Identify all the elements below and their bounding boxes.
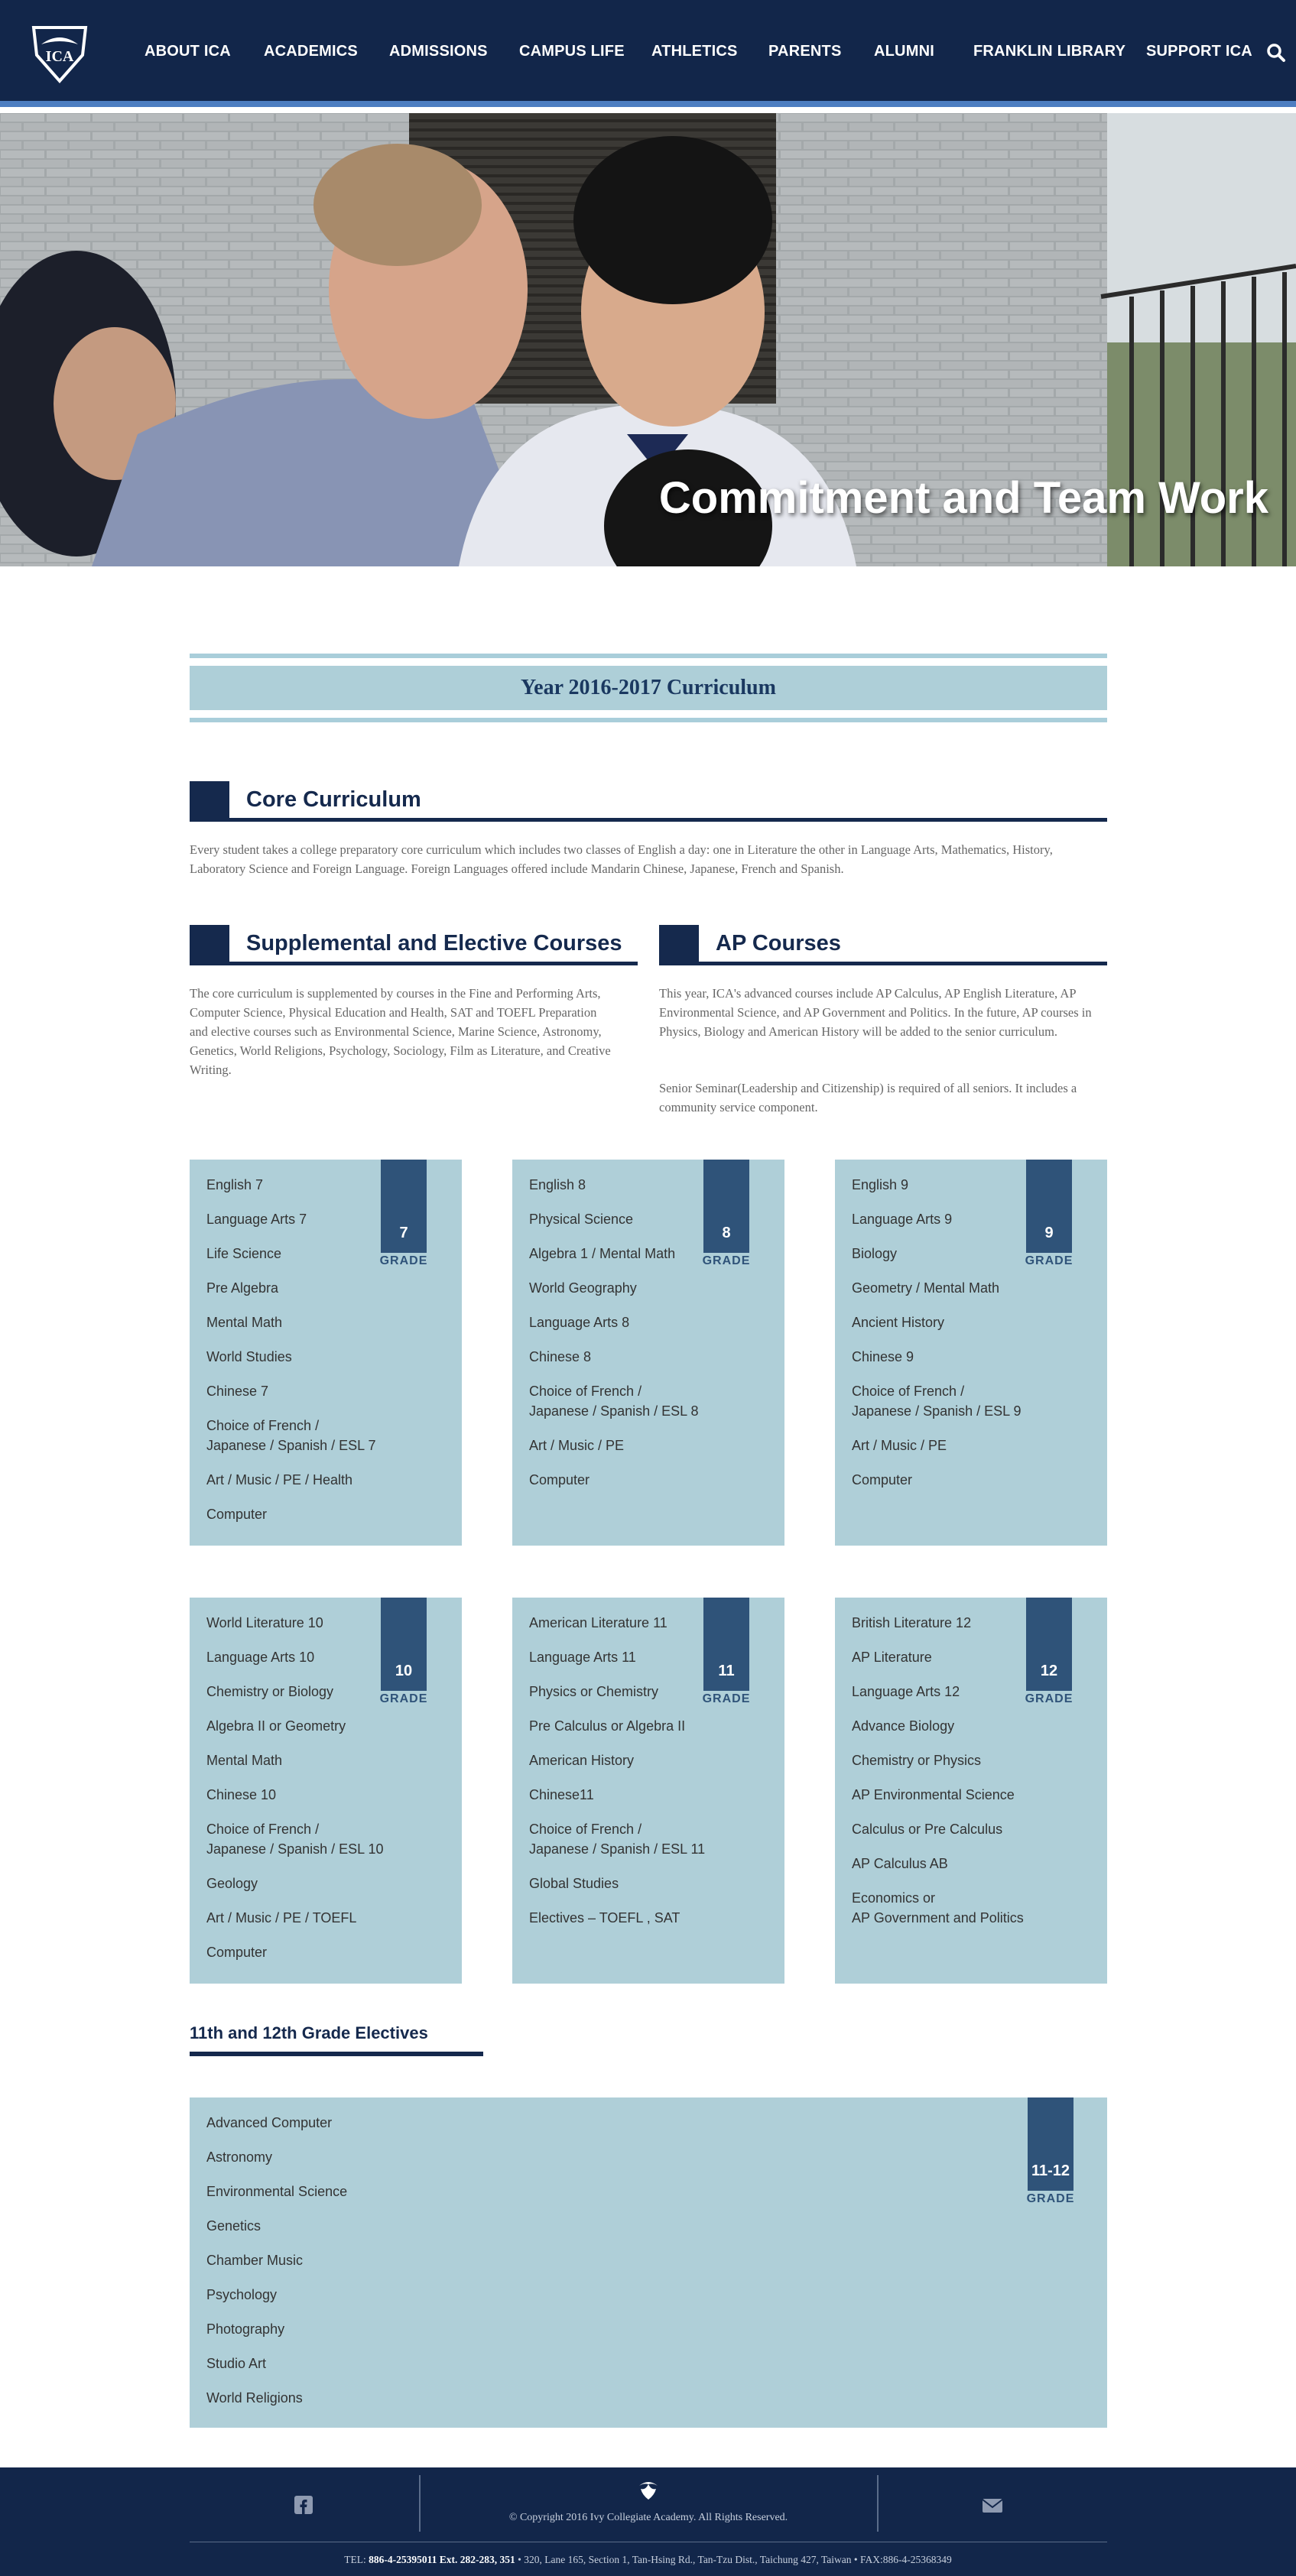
course-item: AP Literature: [852, 1650, 932, 1665]
course-item: Physics or Chemistry: [529, 1684, 659, 1699]
banner-bottom-rule: [190, 718, 1107, 722]
curriculum-banner: [190, 666, 1107, 710]
curriculum-title: Year 2016-2017 Curriculum: [521, 676, 776, 699]
course-item: Chinese 7: [206, 1384, 269, 1399]
course-item: Chinese11: [529, 1787, 594, 1802]
grade-label: GRADE: [379, 1692, 428, 1705]
hero-image: [0, 113, 1296, 566]
nav-campus-life[interactable]: CAMPUS LIFE: [519, 43, 625, 60]
footer-tel[interactable]: 886-4-25395011 Ext. 282-283, 351: [369, 2554, 515, 2565]
course-item: Electives – TOEFL , SAT: [529, 1910, 680, 1926]
core-heading: [190, 781, 1107, 821]
heading-square: [659, 925, 699, 962]
footer-tel-label: TEL:: [344, 2554, 366, 2565]
course-item: Chemistry or Physics: [852, 1753, 982, 1768]
grade-tag: [703, 1598, 749, 1691]
course-item: Biology: [852, 1246, 898, 1261]
course-item: Physical Science: [529, 1212, 634, 1227]
nav-academics[interactable]: ACADEMICS: [264, 43, 358, 60]
facebook-icon[interactable]: [294, 2496, 313, 2514]
course-list: [529, 1175, 698, 1504]
nav-about[interactable]: ABOUT ICA: [145, 43, 231, 60]
elective-item: Chamber Music: [206, 2253, 304, 2268]
nav-franklin-library[interactable]: FRANKLIN LIBRARY: [973, 43, 1126, 60]
elective-item: Astronomy: [206, 2149, 273, 2165]
course-item: Language Arts 7: [206, 1212, 307, 1227]
grade-card-9: [835, 1160, 1107, 1546]
course-item: Ancient History: [852, 1315, 945, 1330]
course-item: World Literature 10: [206, 1615, 323, 1630]
course-item: Language Arts 8: [529, 1315, 630, 1330]
elective-item: Studio Art: [206, 2356, 267, 2371]
course-item: English 9: [852, 1177, 909, 1192]
hero-title: Commitment and Team Work: [658, 473, 1268, 523]
grade-number: 10: [395, 1663, 413, 1679]
grade-tag: [1028, 2097, 1074, 2191]
course-item: Algebra II or Geometry: [206, 1718, 346, 1734]
elective-item: Photography: [206, 2321, 285, 2337]
grade-tag: [381, 1598, 427, 1691]
course-item: Advance Biology: [852, 1718, 955, 1734]
course-list: [206, 1175, 375, 1539]
site-footer: [0, 2467, 1296, 2576]
heading-rule: [190, 818, 1107, 822]
heading-rule: [659, 962, 1107, 965]
course-item: Mental Math: [206, 1315, 283, 1330]
grade-card-8: [512, 1160, 784, 1546]
course-item: Art / Music / PE / TOEFL: [206, 1910, 357, 1926]
course-item: Choice of French / Japanese / Spanish / ESL 10: [206, 1822, 384, 1857]
course-item: Computer: [206, 1945, 268, 1960]
course-item: Language Arts 11: [529, 1650, 636, 1665]
heading-rule: [190, 962, 638, 965]
footer-divider: [877, 2475, 879, 2532]
course-item: Language Arts 10: [206, 1650, 315, 1665]
footer-copyright: © Copyright 2016 Ivy Collegiate Academy. All Rights Reserved.: [508, 2512, 788, 2523]
grade-number: 11: [718, 1663, 735, 1679]
nav-alumni[interactable]: ALUMNI: [874, 43, 934, 60]
supplemental-title: Supplemental and Elective Courses: [246, 931, 622, 955]
course-item: American Literature 11: [529, 1615, 667, 1630]
course-item: Geometry / Mental Math: [852, 1280, 1000, 1296]
ap-heading: [659, 925, 1107, 965]
course-list: [852, 1175, 1021, 1504]
course-item: Pre Algebra: [206, 1280, 279, 1296]
site-header: [0, 0, 1296, 107]
supplemental-heading: [190, 925, 638, 965]
core-title: Core Curriculum: [246, 787, 421, 812]
supplemental-text: The core curriculum is supplemented by courses in the Fine and Performing Arts, Computer Science, Physical Education and Health, SAT and TOEFL Preparation and elective courses such as Environmental Science, Marine Science, Astronomy, Genetics, World Religions, Psychology, Sociology, Film as Literature, and Creative Writing.: [190, 986, 611, 1077]
elective-item: Psychology: [206, 2287, 278, 2302]
grade-number: 7: [399, 1225, 408, 1241]
grade-number: 11-12: [1031, 2162, 1070, 2179]
nav-support-ica[interactable]: SUPPORT ICA: [1146, 43, 1252, 60]
course-item: Art / Music / PE: [529, 1438, 625, 1453]
course-item: Art / Music / PE: [852, 1438, 947, 1453]
grade-number: 12: [1040, 1663, 1058, 1679]
course-item: AP Environmental Science: [852, 1787, 1015, 1802]
grade-card-10: [190, 1598, 462, 1984]
course-item: Algebra 1 / Mental Math: [529, 1246, 676, 1261]
course-item: Geology: [206, 1876, 258, 1891]
course-item: Chinese 8: [529, 1349, 592, 1364]
grade-tag: [381, 1160, 427, 1253]
course-item: Calculus or Pre Calculus: [852, 1822, 1003, 1837]
grade-label: GRADE: [1026, 2192, 1075, 2205]
course-item: Choice of French / Japanese / Spanish / ESL 11: [529, 1822, 706, 1857]
heading-square: [190, 781, 229, 818]
grade-card-12: [835, 1598, 1107, 1984]
elective-item: Advanced Computer: [206, 2115, 333, 2130]
email-icon[interactable]: [982, 2498, 1003, 2513]
grade-label: GRADE: [702, 1692, 751, 1705]
ap-text: This year, ICA's advanced courses include AP Calculus, AP English Literature, AP Environmental Science, and AP Government and Politics. In the future, AP courses in Physics, Biology and American History will be added to the senior curriculum.: [659, 986, 1092, 1039]
heading-square: [190, 925, 229, 962]
course-item: Art / Music / PE / Health: [206, 1472, 353, 1488]
course-item: AP Calculus AB: [852, 1856, 948, 1871]
course-list: [852, 1613, 1024, 1942]
course-item: Language Arts 12: [852, 1684, 960, 1699]
grade-label: GRADE: [379, 1254, 428, 1267]
course-item: World Geography: [529, 1280, 637, 1296]
footer-logo-icon: [636, 2478, 661, 2501]
grade-label: GRADE: [702, 1254, 751, 1267]
grade-card-7: [190, 1160, 462, 1546]
electives-rule: [190, 2052, 483, 2056]
footer-contact: [0, 2554, 1296, 2566]
course-item: Chinese 9: [852, 1349, 914, 1364]
grade-number: 9: [1044, 1225, 1054, 1241]
course-list: [206, 1613, 384, 1977]
school-logo[interactable]: [26, 21, 93, 84]
grade-label: GRADE: [1025, 1254, 1074, 1267]
elective-item: World Religions: [206, 2390, 303, 2406]
course-item: World Studies: [206, 1349, 292, 1364]
course-item: Choice of French / Japanese / Spanish / ESL 9: [852, 1384, 1022, 1419]
course-item: Choice of French / Japanese / Spanish / ESL 8: [529, 1384, 699, 1419]
grade-number: 8: [722, 1225, 731, 1241]
search-icon[interactable]: [1266, 43, 1286, 63]
electives-card: [190, 2097, 1107, 2428]
electives-list: [206, 2113, 347, 2422]
course-item: English 8: [529, 1177, 586, 1192]
course-item: Life Science: [206, 1246, 282, 1261]
course-item: Pre Calculus or Algebra II: [529, 1718, 686, 1734]
logo-text: ICA: [45, 48, 74, 65]
grade-label: GRADE: [1025, 1692, 1074, 1705]
course-item: Choice of French / Japanese / Spanish / ESL 7: [206, 1418, 376, 1453]
course-item: Economics or AP Government and Politics: [852, 1890, 1024, 1926]
course-item: Computer: [206, 1507, 268, 1522]
nav-admissions[interactable]: ADMISSIONS: [389, 43, 488, 60]
ap-senior-text: Senior Seminar(Leadership and Citizenship) is required of all seniors. It includes a community service component.: [659, 1081, 1077, 1114]
course-item: Mental Math: [206, 1753, 283, 1768]
course-item: Chemistry or Biology: [206, 1684, 334, 1699]
electives-title: 11th and 12th Grade Electives: [190, 2023, 428, 2042]
ap-title: AP Courses: [716, 931, 841, 955]
grade-card-11: [512, 1598, 784, 1984]
course-item: Global Studies: [529, 1876, 619, 1891]
course-list: [529, 1613, 705, 1942]
nav-athletics[interactable]: ATHLETICS: [651, 43, 738, 60]
course-item: English 7: [206, 1177, 264, 1192]
core-text: Every student takes a college preparatory core curriculum which includes two classes of English a day: one in Literature the other in Language Arts, Mathematics, History, Laboratory Science and Foreign Language. Foreign Languages offered include Mandarin Chinese, Japanese, French and Spanish.: [190, 842, 1053, 876]
footer-address: • 320, Lane 165, Section 1, Tan-Hsing Rd., Tan-Tzu Dist., Taichung 427, Taiwan • FAX:886-4-25368349: [518, 2554, 952, 2565]
course-item: Chinese 10: [206, 1787, 277, 1802]
grade-tag: [1026, 1160, 1072, 1253]
course-item: Computer: [852, 1472, 913, 1488]
course-item: Language Arts 9: [852, 1212, 953, 1227]
grade-tag: [703, 1160, 749, 1253]
course-item: British Literature 12: [852, 1615, 972, 1630]
course-item: Computer: [529, 1472, 590, 1488]
nav-parents[interactable]: PARENTS: [768, 43, 842, 60]
grade-tag: [1026, 1598, 1072, 1691]
elective-item: Environmental Science: [206, 2184, 348, 2199]
banner-top-rule: [190, 654, 1107, 658]
elective-item: Genetics: [206, 2218, 261, 2234]
course-item: American History: [529, 1753, 635, 1768]
